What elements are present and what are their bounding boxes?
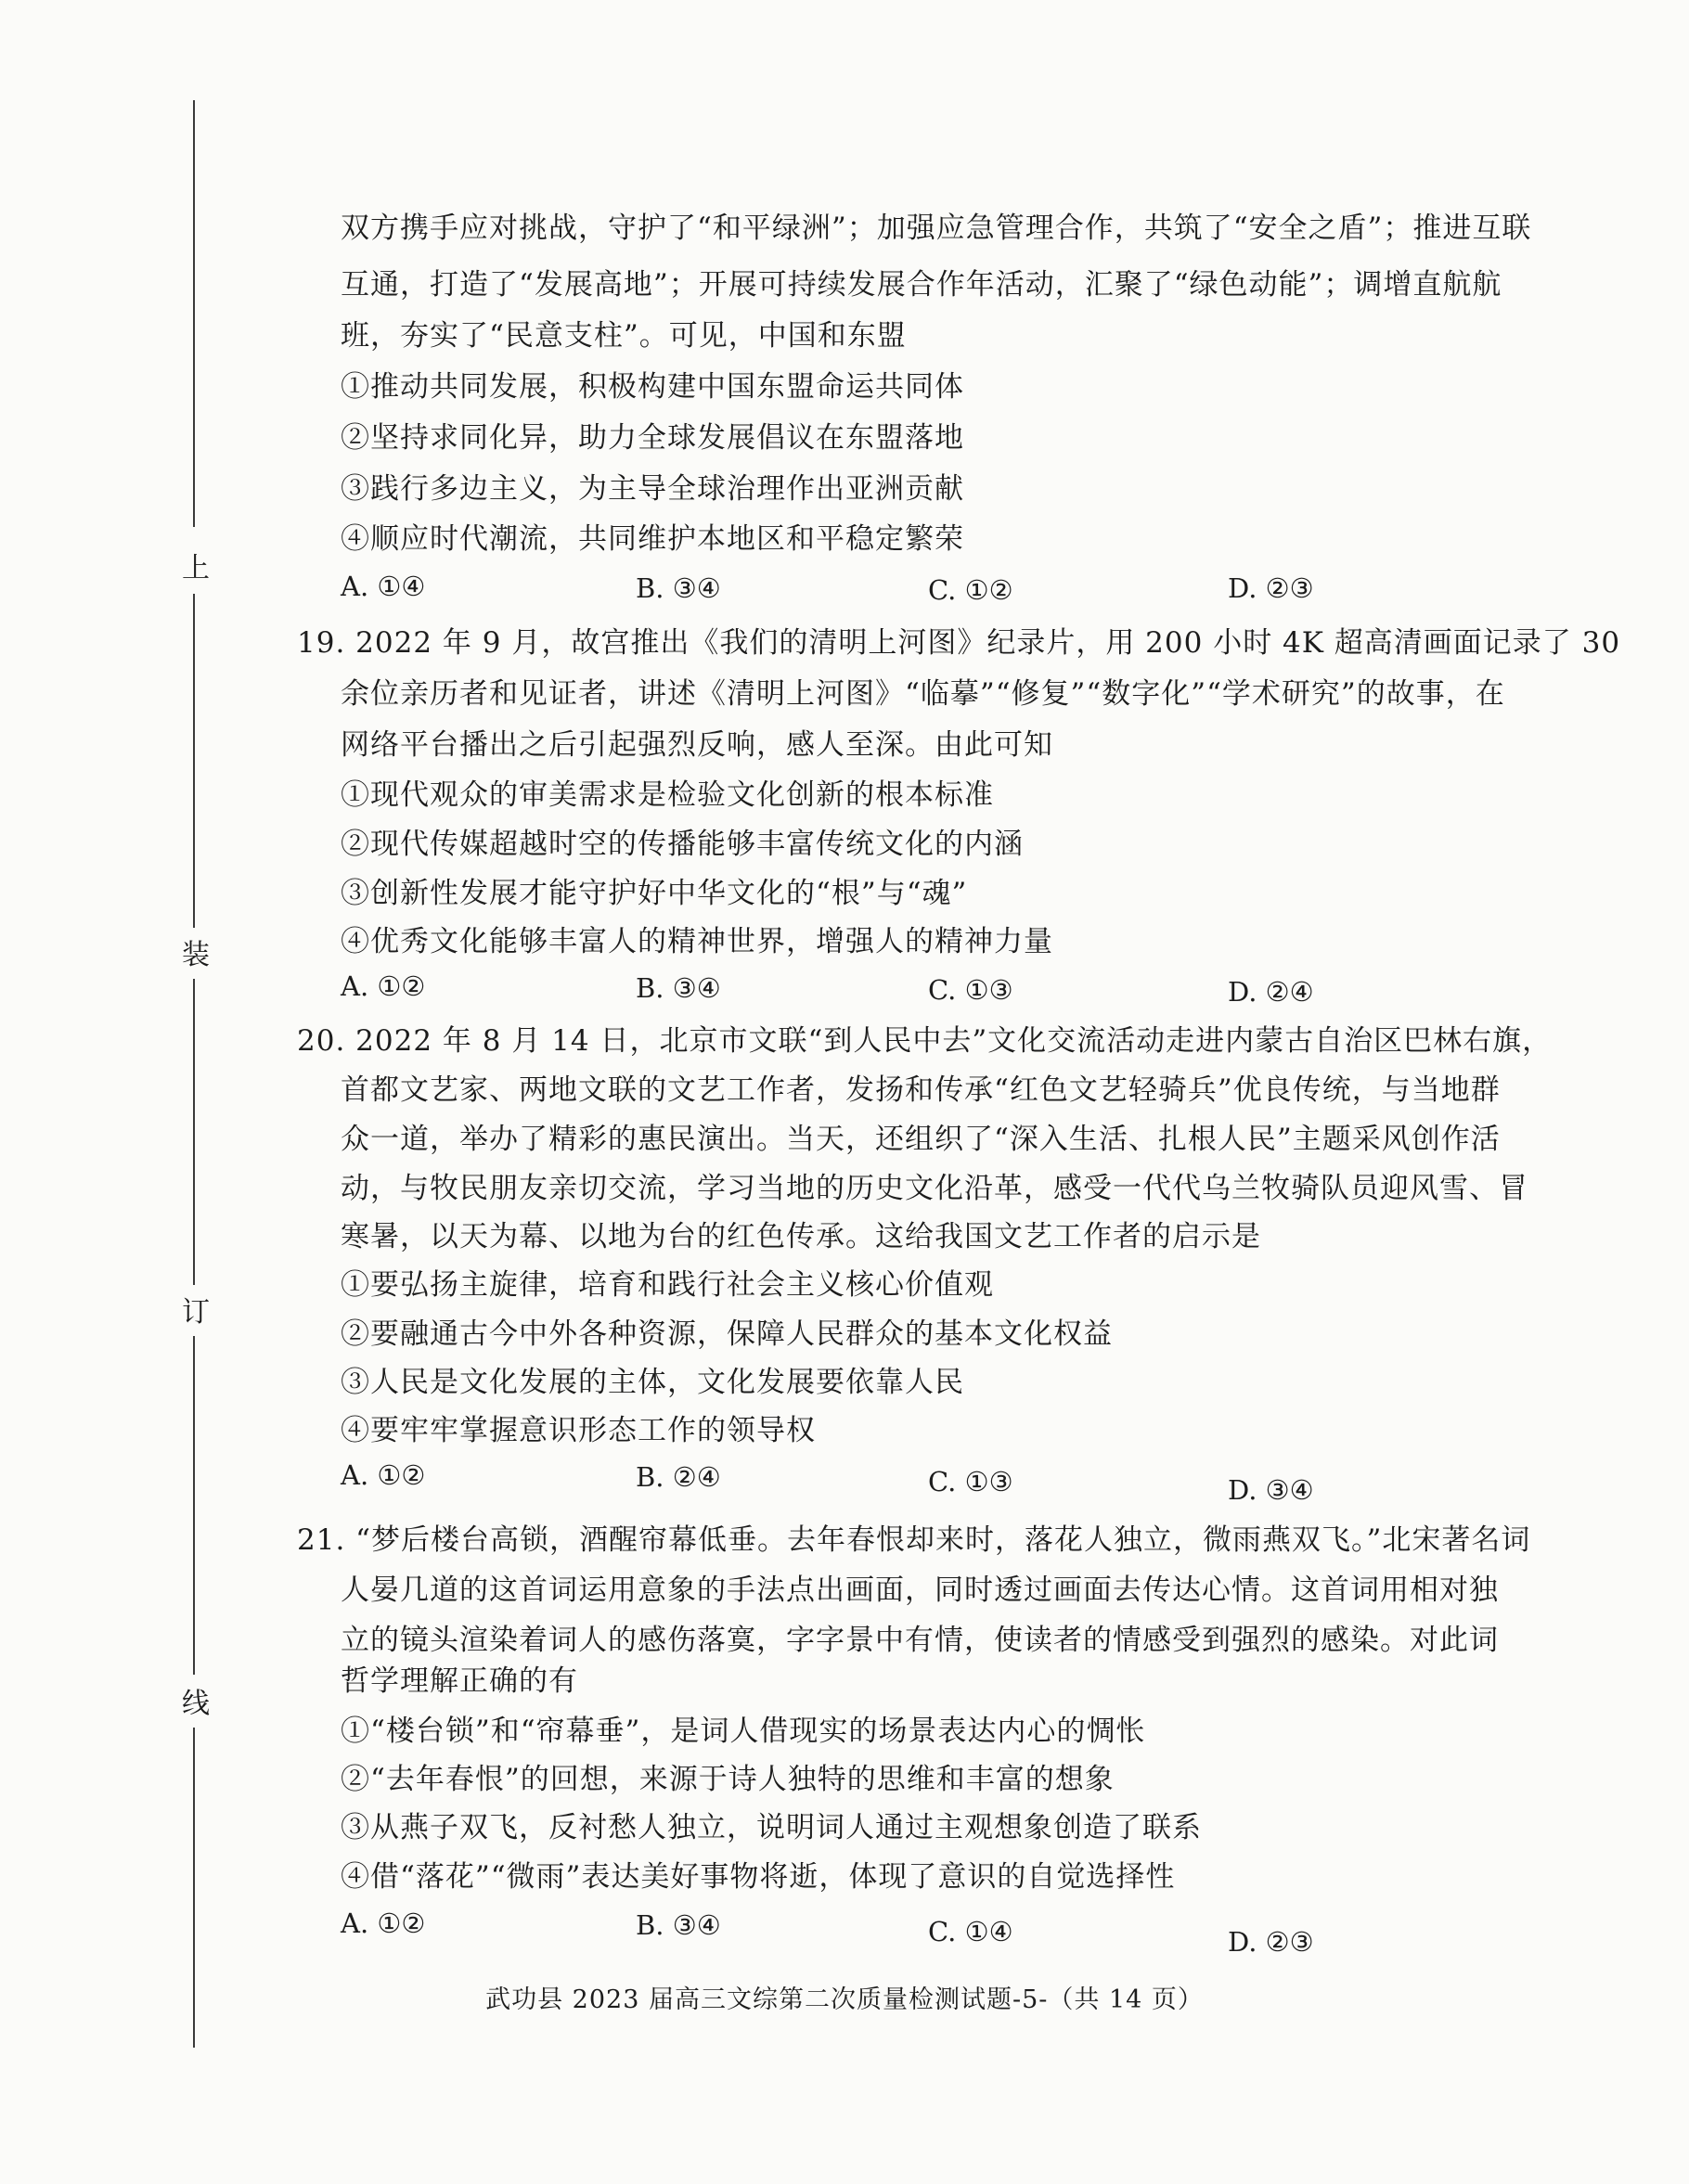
q18-option-a: A. ①④: [341, 571, 426, 602]
q21-option-c: C. ①④: [928, 1916, 1013, 1947]
q20-statement: ③人民是文化发展的主体，文化发展要依靠人民: [341, 1366, 964, 1399]
q21-stem-line: 人晏几道的这首词运用意象的手法点出画面，同时透过画面去传达心情。这首词用相对独: [341, 1574, 1499, 1607]
q18-stem-line: 互通，打造了“发展高地”；开展可持续发展合作年活动，汇聚了“绿色动能”；调增直航航: [341, 268, 1502, 302]
q20-option-c: C. ①③: [928, 1466, 1013, 1497]
q20-option-a: A. ①②: [341, 1459, 426, 1491]
q19-stem-line: 网络平台播出之后引起强烈反响，感人至深。由此可知: [341, 728, 1053, 762]
q19-stem-line: 19. 2022 年 9 月，故宫推出《我们的清明上河图》纪录片，用 200 小时 4K 超高清画面记录了 30: [297, 626, 1621, 660]
q21-option-d: D. ②③: [1228, 1926, 1314, 1958]
q20-stem-line: 众一道，举办了精彩的惠民演出。当天，还组织了“深入生活、扎根人民”主题采风创作活: [341, 1123, 1501, 1156]
q21-statement: ③从燕子双飞，反衬愁人独立，说明词人通过主观想象创造了联系: [341, 1811, 1202, 1844]
q18-option-b: B. ③④: [636, 572, 721, 604]
q20-statement: ①要弘扬主旋律，培育和践行社会主义核心价值观: [341, 1268, 994, 1302]
q21-stem-line: 立的镜头渲染着词人的感伤落寞，字字景中有情，使读者的情感受到强烈的感染。对此词: [341, 1624, 1499, 1657]
q20-stem-line: 动，与牧民朋友亲切交流，学习当地的历史文化沿革，感受一代代乌兰牧骑队员迎风雪、冒: [341, 1172, 1528, 1205]
q21-statement: ①“楼台锁”和“帘幕垂”，是词人借现实的场景表达内心的惆怅: [341, 1715, 1146, 1748]
q19-option-c: C. ①③: [928, 974, 1013, 1006]
q19-option-d: D. ②④: [1228, 976, 1314, 1008]
q18-stem-line: 班，夯实了“民意支柱”。可见，中国和东盟: [341, 319, 907, 353]
q20-stem-line: 20. 2022 年 8 月 14 日，北京市文联“到人民中去”文化交流活动走进内蒙古自治区巴林右旗，: [297, 1024, 1553, 1058]
q21-stem-line: 哲学理解正确的有: [341, 1664, 578, 1698]
q21-option-a: A. ①②: [341, 1908, 426, 1939]
q21-stem-line: 21. “梦后楼台高锁，酒醒帘幕低垂。去年春恨却来时，落花人独立，微雨燕双飞。”北宋著名词: [297, 1523, 1531, 1557]
page-footer: 武功县 2023 届高三文综第二次质量检测试题-5-（共 14 页）: [485, 1985, 1204, 2014]
q18-stem-line: 双方携手应对挑战，守护了“和平绿洲”；加强应急管理合作，共筑了“安全之盾”；推进互联: [341, 212, 1532, 245]
q18-statement: ③践行多边主义，为主导全球治理作出亚洲贡献: [341, 472, 964, 506]
q19-statement: ②现代传媒超越时空的传播能够丰富传统文化的内涵: [341, 828, 1024, 861]
q18-statement: ②坚持求同化异，助力全球发展倡议在东盟落地: [341, 421, 964, 455]
q19-statement: ①现代观众的审美需求是检验文化创新的根本标准: [341, 778, 994, 812]
binding-char-zhuang: 装: [182, 939, 210, 971]
q21-statement: ④借“落花”“微雨”表达美好事物将逝，体现了意识的自觉选择性: [341, 1860, 1176, 1894]
q20-option-d: D. ③④: [1228, 1474, 1314, 1506]
q18-statement: ①推动共同发展，积极构建中国东盟命运共同体: [341, 370, 964, 404]
q20-statement: ④要牢牢掌握意识形态工作的领导权: [341, 1414, 816, 1447]
q19-statement: ③创新性发展才能守护好中华文化的“根”与“魂”: [341, 877, 968, 910]
q19-statement: ④优秀文化能够丰富人的精神世界，增强人的精神力量: [341, 925, 1053, 958]
q20-option-b: B. ②④: [636, 1461, 721, 1493]
q20-stem-line: 寒暑，以天为幕、以地为台的红色传承。这给我国文艺工作者的启示是: [341, 1220, 1261, 1253]
q19-stem-line: 余位亲历者和见证者，讲述《清明上河图》“临摹”“修复”“数字化”“学术研究”的故事，在: [341, 677, 1505, 711]
binding-char-xian: 线: [182, 1688, 210, 1720]
q21-option-b: B. ③④: [636, 1909, 721, 1941]
q18-option-d: D. ②③: [1228, 572, 1314, 604]
q19-option-b: B. ③④: [636, 972, 721, 1004]
q21-statement: ②“去年春恨”的回想，来源于诗人独特的思维和丰富的想象: [341, 1763, 1115, 1796]
q18-option-c: C. ①②: [928, 574, 1013, 606]
q20-statement: ②要融通古今中外各种资源，保障人民群众的基本文化权益: [341, 1317, 1113, 1351]
q18-statement: ④顺应时代潮流，共同维护本地区和平稳定繁荣: [341, 522, 964, 556]
binding-char-ding: 订: [182, 1296, 210, 1329]
q19-option-a: A. ①②: [341, 970, 426, 1002]
q20-stem-line: 首都文艺家、两地文联的文艺工作者，发扬和传承“红色文艺轻骑兵”优良传统，与当地群: [341, 1073, 1501, 1107]
binding-char-shang: 上: [182, 552, 210, 585]
